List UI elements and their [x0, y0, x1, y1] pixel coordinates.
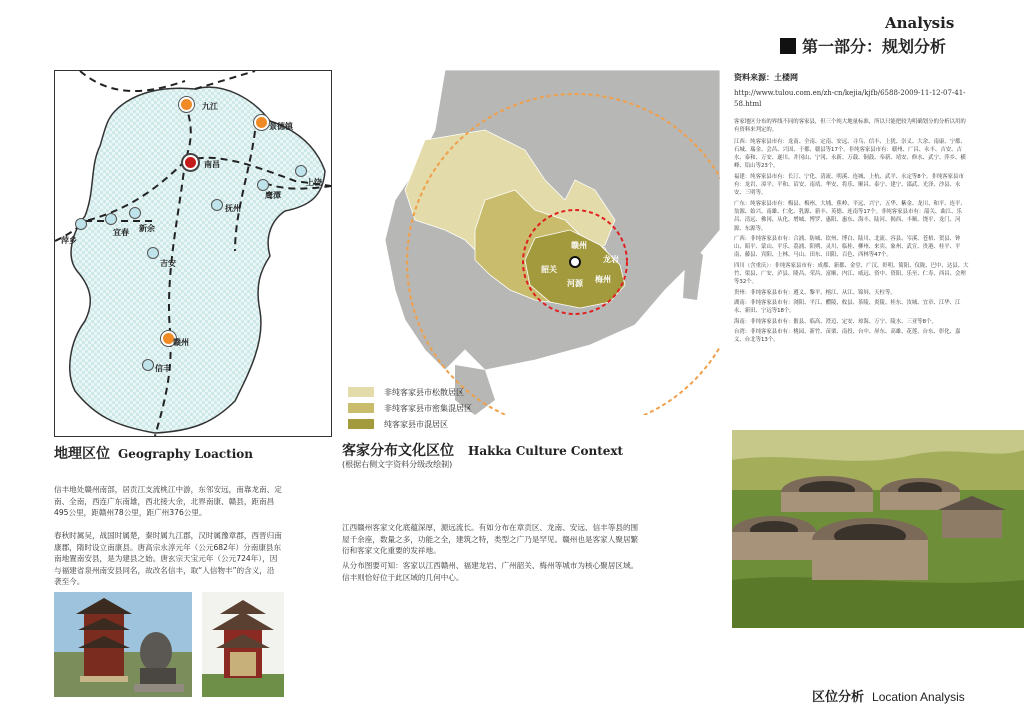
city-marker-jiujiang [179, 97, 194, 112]
city-marker-nanchang-capital [183, 155, 198, 170]
county-list-jiangxi: 江西：纯客家县市有：龙南、全南、定南、安远、寻乌、信丰、上犹、崇义、大余、南康、宁都、石城、瑞金、会昌、兴国、于都、赣县等17个。非纯客家县市有：赣州、广昌、永丰、吉安、吉水、泰和、万安、遂川、井冈山、宁冈、永新、万载、铜鼓、奉新、靖安、修水、武宁、萍乡、横峰、铅山等23个。 [734, 138, 966, 170]
city-marker-yichun [105, 213, 117, 225]
pavilion-lion-photo [54, 592, 192, 697]
geography-paragraph-1: 信丰地处赣州南部，居贡江支流桃江中游，东邻安远，南靠龙南、定南、全南，西连广东南雄，西北接大余，北界南康、赣县，距南昌495公里，距赣州78公里，距广州376公里。 [54, 485, 282, 518]
source-url[interactable]: http://www.tulou.com.en/zh-cn/kejia/kjfb/6588-2009-11-12-07-41-58.html [734, 89, 966, 108]
hakka-distribution-map [335, 70, 720, 415]
city-marker-jingdezhen [254, 115, 269, 130]
geography-title-en: Geography Loaction [118, 447, 253, 461]
city-marker-jian [147, 247, 159, 259]
city-label-nanchang: 南昌 [204, 160, 220, 169]
county-list-sichuan: 四川（含重庆）：非纯客家县市有：成都、新都、金堂、广汉、彰明、简阳、仪陇、巴中、达县、大竹、渠县、广安、泸县、隆昌、荣昌、富顺、内江、威远、资中、资阳、乐至、仁寿、西昌、会理等32个。 [734, 262, 969, 286]
hakka-paragraph-2: 从分布图要可知：客家以江西赣州、福建龙岩、广州韶关、梅州等城市为核心聚居区域。信丰则恰好位于此区域的几何中心。 [342, 561, 639, 582]
city-marker-fuzhou [211, 199, 223, 211]
legend-label-dense: 非纯客家县市密集混居区 [384, 403, 472, 413]
legend-item-dense [348, 400, 472, 416]
map-label-shaoguan: 韶关 [541, 265, 557, 274]
city-label-fuzhou: 抚州 [225, 204, 241, 213]
source-title: 资料来源：土楼网 [734, 73, 798, 82]
geography-paragraph-2: 春秋时属吴，战国时属楚，秦时属九江郡，汉时属豫章郡，西晋归南康郡，隋时设立南康县。唐高宗永淳元年（公元682年）分南康县东南地置南安县，是为建县之始。唐玄宗天宝元年（公元724年），因与福建省泉州南安县同名，故改名信丰，取“人信物丰”的含义，沿袭至今。 [54, 531, 282, 587]
city-label-yingtan: 鹰潭 [265, 191, 281, 200]
province-outline [70, 87, 325, 433]
footer-title-en: Location Analysis [872, 690, 965, 704]
city-marker-pingxiang [75, 218, 87, 230]
legend-swatch-loose [348, 387, 374, 397]
hakka-paragraph-1: 江西赣州客家文化底蕴深厚，源远流长。有如分布在章贡区、龙南、安远、信丰等县的围屋千余座，数量之多，功能之全，建筑之特，类型之广乃是罕见。赣州也是客家人聚居繁衍和客家文化重要的发祥地。 [342, 523, 639, 556]
city-label-jiujiang: 九江 [202, 102, 218, 111]
hakka-map-legend [348, 384, 472, 432]
city-marker-shangrao [295, 165, 307, 177]
map-label-longyan: 龙岩 [603, 255, 619, 264]
county-list-intro: 客家地区分布的界线不同的客家县，但三个纯大地量标准，所以只能把较为明确划分的分析以用的有资料来判定的。 [734, 119, 966, 134]
county-list-guizhou: 贵州：非纯客家县市有：遵义、黎平、榕江、从江、锦屏、天柱等。 [734, 289, 896, 296]
county-list-fujian: 福建：纯客家县市有：长汀、宁化、清流、明溪、连城、上杭、武平、永定等8个。非纯客家县市有：龙岩、漳平、平和、诏安、南靖、华安、将乐、顺昌、泰宁、建宁、邵武、光泽、沙县、永安、三明等。 [734, 173, 964, 197]
county-list-guangxi: 广西：非纯客家县市有：合浦、防城、钦州、博白、陆川、北流、容县、岑溪、苍梧、贺县、钟山、昭平、蒙山、平乐、荔浦、阳朔、灵川、临桂、柳州、来宾、象州、武宣、贵港、桂平、平南、藤县、宾阳、上林、马山、田东、田阳、百色、西林等47个。 [734, 235, 961, 259]
legend-item-loose [348, 384, 472, 400]
city-label-xinfeng: 信丰 [155, 364, 171, 373]
county-list-hunan: 湖南：非纯客家县市有：浏阳、平江、醴陵、攸县、茶陵、炎陵、桂东、汝城、宜章、江华、江永、新田、宁远等18个。 [734, 299, 961, 315]
header-chinese-title [780, 34, 946, 57]
hakka-title-cn: 客家分布文化区位 [342, 443, 454, 459]
tower-photo [202, 592, 284, 697]
map-label-heyuan: 河源 [567, 279, 583, 288]
hakka-subtitle: (根据右侧文字资料分级改绘制) [342, 460, 453, 469]
city-label-xinyu: 新余 [139, 224, 155, 233]
city-label-jian: 吉安 [160, 259, 176, 268]
county-list-hainan: 海南：非纯客家县市有：儋县、临高、澄迈、定安、琼海、万宁、陵水、三亚等8个。 [734, 318, 937, 325]
header-chinese-text: 第一部分：规划分析 [802, 37, 947, 56]
legend-label-loose: 非纯客家县市松散居区 [384, 387, 464, 397]
map-label-ganzhou: 赣州 [571, 241, 587, 250]
city-label-yichun: 宜春 [113, 228, 129, 237]
tulou-earth-buildings-photo [732, 430, 1024, 628]
jiangxi-province-map [54, 70, 332, 437]
city-label-shangrao: 上饶 [306, 178, 322, 187]
legend-item-pure [348, 416, 472, 432]
legend-swatch-dense [348, 403, 374, 413]
hakka-section-title [342, 440, 623, 460]
map-label-meizhou: 梅州 [595, 275, 611, 284]
geography-title-cn: 地理区位 [54, 446, 110, 462]
county-list-guangdong: 广东：纯客家县市有：梅县、梅州、大埔、蕉岭、平远、兴宁、五华、紫金、龙川、和平、连平、翁源、始兴、南雄、仁化、乳源、新丰、英德、连南等17个。非纯客家县市有：韶关、曲江、乐昌、清远、佛冈、从化、增城、博罗、惠阳、惠东、海丰、陆河、揭西、丰顺、饶平、龙门、河源、东源等。 [734, 200, 966, 232]
county-list-taiwan: 台湾：非纯客家县市有：桃园、新竹、苗栗、南投、台中、屏东、高雄、花莲、台东、彰化、嘉义、台北等13个。 [734, 328, 961, 344]
city-marker-xinyu [129, 207, 141, 219]
geography-section-title [54, 443, 253, 463]
legend-label-pure: 纯客家县市混居区 [384, 419, 448, 429]
hakka-title-en: Hakka Culture Context [468, 444, 624, 458]
title-square-icon [780, 38, 796, 54]
header-english-title: Analysis [885, 14, 955, 32]
footer-title [812, 686, 965, 705]
hakka-county-list [734, 118, 970, 346]
city-label-jingdezhen: 景德镇 [269, 122, 293, 131]
city-label-ganzhou: 赣州 [173, 338, 189, 347]
legend-swatch-pure [348, 419, 374, 429]
city-marker-xinfeng [142, 359, 154, 371]
city-label-pingxiang: 萍乡 [61, 236, 77, 245]
footer-title-cn: 区位分析 [812, 690, 865, 705]
